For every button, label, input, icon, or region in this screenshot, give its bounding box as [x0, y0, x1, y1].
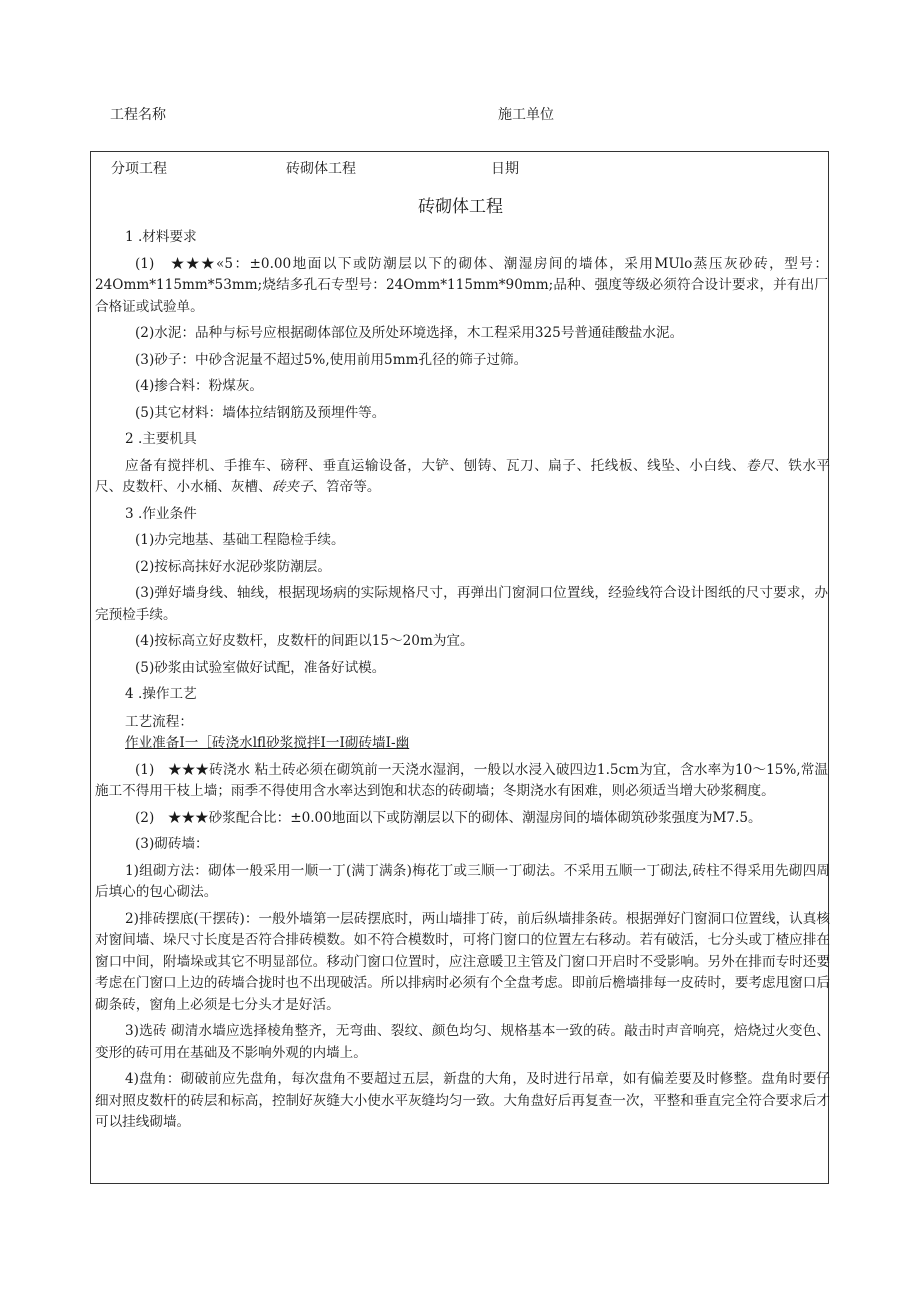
paragraph: 3)选砖 砌清水墙应选择棱角整齐，无弯曲、裂纹、颜色均匀、规格基本一致的砖。敲击时声音响亮，焙烧过火变色、变形的砖可用在基础及不影响外观的内墙上。	[95, 1023, 830, 1061]
document-title: 砖砌体工程	[418, 197, 503, 217]
paragraph: (2)水泥：品种与标号应根据砌体部位及所处环境选择，木工程采用325号普通硅酸盐水泥。	[135, 325, 684, 341]
section-heading-process: 4 .操作工艺	[125, 686, 197, 702]
section-heading-conditions: 3 .作业条件	[125, 505, 197, 522]
subitem-value: 砖砌体工程	[286, 161, 356, 177]
paragraph: (2)按标高抹好水泥砂浆防潮层。	[135, 558, 331, 575]
paragraph: (1) ★★★«5：±0.00地面以下或防潮层以下的砌体、潮湿房间的墙体，采用MUlo蒸压灰砂砖，型号：24Omm*115mm*53mm;烧结多孔石专型号：24Omm*115mm*90mm;品种、强度等级必须符合设计要求，并有出厂合格证或试验单。	[95, 255, 828, 315]
flow-label: 工艺流程：	[125, 713, 193, 730]
paragraph-tools	[95, 456, 830, 499]
paragraph: (3)砌砖墙：	[135, 836, 209, 852]
text-span: 应备有搅拌机、手推车、磅秤、垂直运输设备，大铲、刨铸、瓦刀、扁子、托线板、线坠、小白线、	[125, 457, 746, 474]
text-span-italic: 卷尺	[745, 457, 775, 474]
paragraph: (5)砂浆由试验室做好试配，准备好试模。	[135, 659, 386, 676]
flow-chain: 作业准备I一［砖浇水lfl砂浆搅拌I一I砌砖墙I-幽	[125, 735, 410, 751]
document-body	[91, 222, 830, 1134]
text-span: 、笤帝等。	[312, 479, 381, 495]
section-heading-materials: 1 .材料要求	[125, 229, 197, 245]
paragraph: (2) ★★★砂浆配合比：±0.00地面以下或防潮层以下的砌体、潮湿房间的墙体砌筑砂浆强度为M7.5。	[135, 809, 762, 826]
section-heading-tools: 2 .主要机具	[125, 431, 197, 447]
paragraph: (1)办完地基、基础工程隐检手续。	[135, 532, 345, 548]
paragraph: (4)按标高立好皮数杆，皮数杆的间距以15〜20m为宜。	[135, 633, 474, 649]
construction-unit-label: 施工单位	[498, 107, 554, 123]
paragraph: 2)排砖摆底(干摆砖)：一般外墙第一层砖摆底时，两山墙排丁砖，前后纵墙排条砖。根据弹好门窗洞口位置线，认真核对窗间墙、垛尺寸长度是否符合排砖模数。如不符合模数时，可将门窗口的位置左右移动。若有破活，七分头或丁楂应排在窗口中间，附墙垛或其它不明显部位。移动门窗口位置时，应注意暖卫主管及门窗口开启时不受影响。另外在排而专时还要考虑在门窗口上边的砖墙合拢时也不出现破活。所以排病时必须有个全盘考虑。即前后檐墙排每一皮砖时，要考虑甩窗口后砌条砖，窗角上必须是七分头才是好活。	[95, 910, 830, 1013]
paragraph: (5)其它材料：墙体拉结钢筋及预埋件等。	[135, 404, 386, 421]
paragraph: (1) ★★★砖浇水 粘土砖必须在砌筑前一天浇水湿润，一般以水浸入破四边1.5cm为宜，含水率为10〜15%,常温施工不得用干枝上墙；雨季不得使用含水率达到饱和状态的砖砌墙；冬期浇水有困难，则必须适当增大砂浆稠度。	[95, 761, 828, 799]
subitem-label: 分项工程	[111, 161, 167, 177]
date-label: 日期	[491, 161, 519, 177]
text-span: 、铁水平尺、皮数杆、小水桶、灰槽、	[95, 457, 831, 495]
document-frame	[90, 151, 829, 1184]
paragraph: 1)组砌方法：砌体一般采用一顺一丁(满丁满条)梅花丁或三顺一丁砌法。不采用五顺一丁砌法,砖柱不得采用先砌四周后填心的包心砌法。	[95, 862, 830, 900]
paragraph: 4)盘角：砌破前应先盘角，每次盘角不要超过五层，新盘的大角，及时进行吊章，如有偏差要及时修整。盘角时要仔细对照皮数杆的砖层和标高，控制好灰缝大小使水平灰缝均匀一致。大角盘好后再复查一次，平整和垂直完全符合要求后才可以挂线砌墙。	[95, 1071, 830, 1130]
project-name-label: 工程名称	[110, 107, 166, 123]
paragraph: (3)砂子：中砂含泥量不超过5%,使用前用5mm孔径的筛子过筛。	[135, 351, 528, 368]
paragraph: (3)弹好墙身线、轴线，根据现场病的实际规格尺寸，再弹出门窗洞口位置线，经验线符合设计图纸的尺寸要求，办完预检手续。	[95, 585, 828, 623]
text-span-italic: 砖夹子	[271, 479, 313, 495]
paragraph: (4)掺合料：粉煤灰。	[135, 378, 264, 394]
